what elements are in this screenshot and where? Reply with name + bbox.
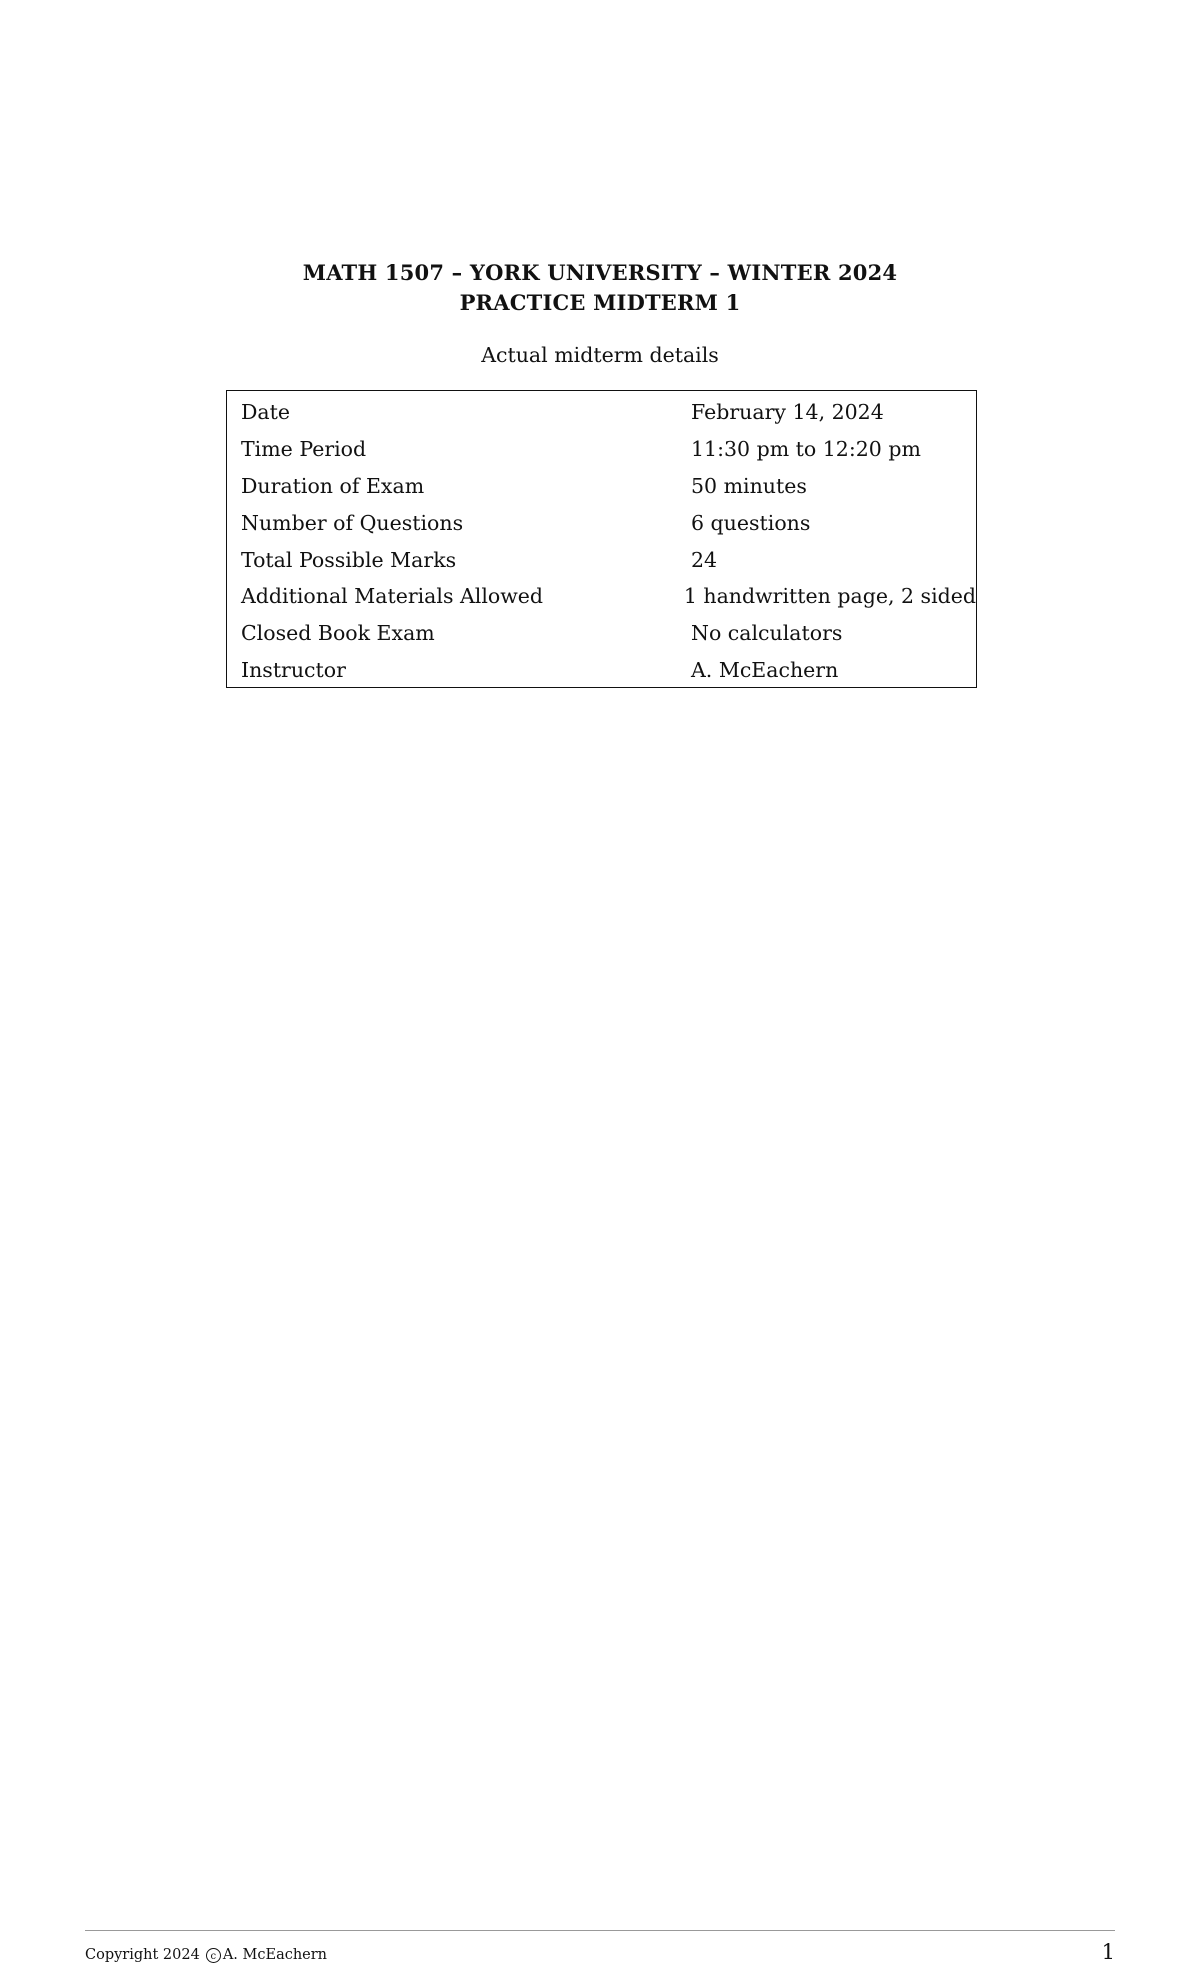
table-row [227, 394, 976, 431]
row-label: Additional Materials Allowed [241, 584, 544, 609]
copyright-owner: A. McEachern [222, 1947, 328, 1963]
row-value: No calculators [691, 621, 843, 646]
table-row [227, 578, 976, 615]
table-row [227, 468, 976, 505]
copyright-notice [85, 1946, 327, 1964]
row-label: Time Period [241, 437, 367, 462]
row-value: A. McEachern [691, 657, 839, 682]
row-label: Instructor [241, 657, 346, 682]
row-label: Date [241, 400, 291, 425]
row-value: 1 handwritten page, 2 sided [683, 584, 976, 609]
row-label: Total Possible Marks [241, 547, 457, 572]
row-value: February 14, 2024 [691, 400, 884, 425]
title-line-course: MATH 1507 – YORK UNIVERSITY – WINTER 2024 [302, 260, 898, 285]
details-caption: Actual midterm details [481, 343, 719, 367]
row-label: Closed Book Exam [241, 621, 435, 646]
row-label: Duration of Exam [241, 473, 425, 498]
table-row [227, 541, 976, 578]
page-title [0, 258, 1200, 318]
copyright-prefix: Copyright 2024 [85, 1947, 200, 1963]
table-row [227, 504, 976, 541]
row-value: 11:30 pm to 12:20 pm [691, 437, 921, 462]
row-label: Number of Questions [241, 510, 464, 535]
table-row [227, 431, 976, 468]
midterm-details-table [226, 390, 977, 688]
title-line-exam: PRACTICE MIDTERM 1 [459, 290, 741, 315]
row-value: 24 [691, 547, 718, 572]
row-value: 50 minutes [691, 473, 807, 498]
row-value: 6 questions [691, 510, 811, 535]
footer-divider [85, 1930, 1115, 1931]
page-number: 1 [1101, 1940, 1115, 1964]
table-row [227, 615, 976, 652]
table-row [227, 652, 976, 689]
copyright-icon: c [206, 1948, 221, 1963]
